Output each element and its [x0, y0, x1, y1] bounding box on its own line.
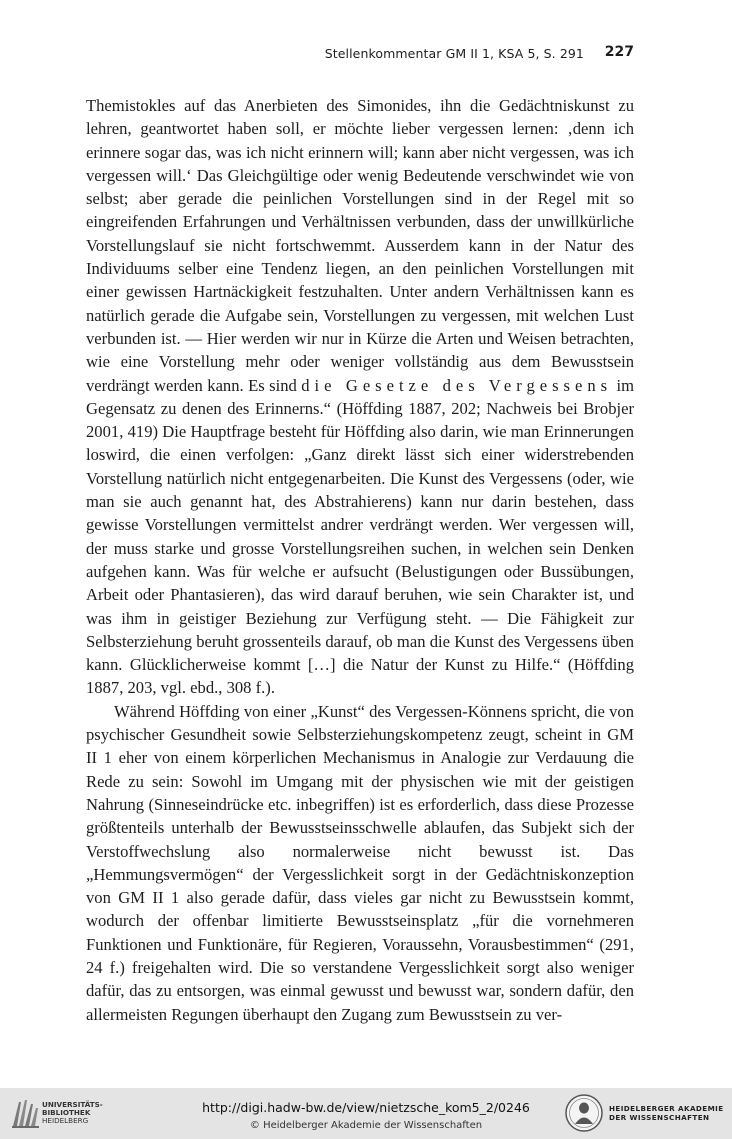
paragraph-2: Während Höffding von einer „Kunst“ des Vergessen-Könnens spricht, die von psychischer Gesundheit sowie Selbsterziehungskompetenz zeugt, scheint in GM II 1 eher von einem körperlichen Mechanismus in Analogie zur Verdauung die Rede zu sein: Sowohl im Umgang mit der physischen wie mit der geistigen Nahrung (Sinneseindrücke etc. inbegriffen) ist es erforderlich, dass diese Prozesse größtenteils unterhalb der Bewusstseinsschwelle ablaufen, das Subjekt sich der Verstoffwechslung also normalerweise nicht bewusst ist. Das „Hemmungsvermögen“ der Vergesslichkeit sorgt in der Gedächtniskonzeption von GM II 1 also gerade dafür, dass vieles gar nicht zu Bewusstsein kommt, wodurch der offenbar limitierte Bewusstseinsplatz „für die vornehmeren Funktionen und Funktionäre, für Regieren, Voraussehn, Vorausbestimmen“ (291, 24 f.) freigehalten wird. Die so verstandene Vergesslichkeit sorgt also weniger dafür, das zu entsorgen, was einmal gewusst und bewusst war, sondern dafür, den allermeisten Regungen überhaupt den Zugang zum Bewusstsein zu ver-: [86, 701, 634, 1024]
paragraph-1-text-a: Themistokles auf das Anerbieten des Simonides, ihn die Gedächtniskunst zu lehren, geantwortet haben soll, er möchte lieber vergessen lernen: ‚denn ich erinnere sogar das, was ich nicht erinnern will; kann aber nicht vergessen, was ich vergessen will.‘ Das Gleichgültige oder wenig Bedeutende verschwindet wie von selbst; aber gerade die peinlichen Vorstellungen sind in der Regel mit so eingreifenden Erfahrungen und Verhältnissen verbunden, dass der unwillkürliche Vorstellungslauf sie nicht fortschwemmt. Ausserdem kann in der Natur des Individuums selber eine Tendenz liegen, an den peinlichen Vorstellungen mit einer gewissen Hartnäckigkeit festzuhalten. Unter andern Verhältnissen kann es natürlich gerade die Aufgabe sein, Vorstellungen zu vergessen, mit welchen Lust verbunden ist. — Hier werden wir nur in Kürze die Arten und Weisen betrachten, wie eine Vorstellung mehr oder weniger vollständig aus dem Bewusstsein verdrängt werden kann. Es sind: [86, 96, 634, 395]
academy-line-2: DER WISSENSCHAFTEN: [609, 1113, 710, 1122]
footer-bar: [0, 1088, 732, 1139]
academy-line-1: HEIDELBERGER AKADEMIE: [609, 1104, 724, 1113]
body-text: [86, 94, 634, 1026]
page-number: 227: [604, 44, 634, 60]
academy-seal-icon: [564, 1093, 604, 1133]
copyright-notice: © Heidelberger Akademie der Wissenschaften: [249, 1120, 483, 1131]
ub-line-3: HEIDELBERG: [42, 1116, 89, 1126]
paragraph-1: [86, 94, 634, 700]
running-head: [86, 44, 634, 64]
spaced-emphasis: die Gesetze des Vergessens: [301, 375, 613, 395]
permalink-url[interactable]: http://digi.hadw-bw.de/view/nietzsche_kom5_2/0246: [202, 1100, 530, 1115]
ub-line-1: UNIVERSITÄTS-: [42, 1100, 103, 1109]
ub-line-2: BIBLIOTHEK: [42, 1108, 91, 1118]
academy-name: [609, 1104, 724, 1122]
paragraph-1-text-b: im Gegensatz zu denen des Erinnerns.“ (Höffding 1887, 202; Nachweis bei Brobjer 2001, 419) Die Hauptfrage besteht für Höffding also darin, wie man Erinnerungen loswird, die einen verfolgen: „Ganz direkt lässt sich einer widerstrebenden Vorstellung natürlich nicht entgegenarbeiten. Die Kunst des Vergessens (oder, wie man sie auch genannt hat, des Abstrahierens) kann nur darin bestehen, dass gewisse Vorstellungen vermittelst andrer verdrängt werden. Wer vergessen will, der muss starke und grosse Vorstellungsreihen suchen, in welchen sein Denken aufgehen kann. Was für welche er aufsucht (Belustigungen oder Bussübungen, Arbeit oder Phantasieren), das wird darauf beruhen, wie sein Charakter ist, und was ihm in geistiger Beziehung zur Verfügung steht. — Die Fähigkeit zur Selbsterziehung beruht grossenteils darauf, ob man die Kunst des Vergessens üben kann. Glücklicherweise kommt […] die Natur der Kunst zu Hilfe.“ (Höffding 1887, 203, vgl. ebd., 308 f.).: [86, 375, 635, 698]
running-head-title: Stellenkommentar GM II 1, KSA 5, S. 291: [324, 46, 584, 61]
